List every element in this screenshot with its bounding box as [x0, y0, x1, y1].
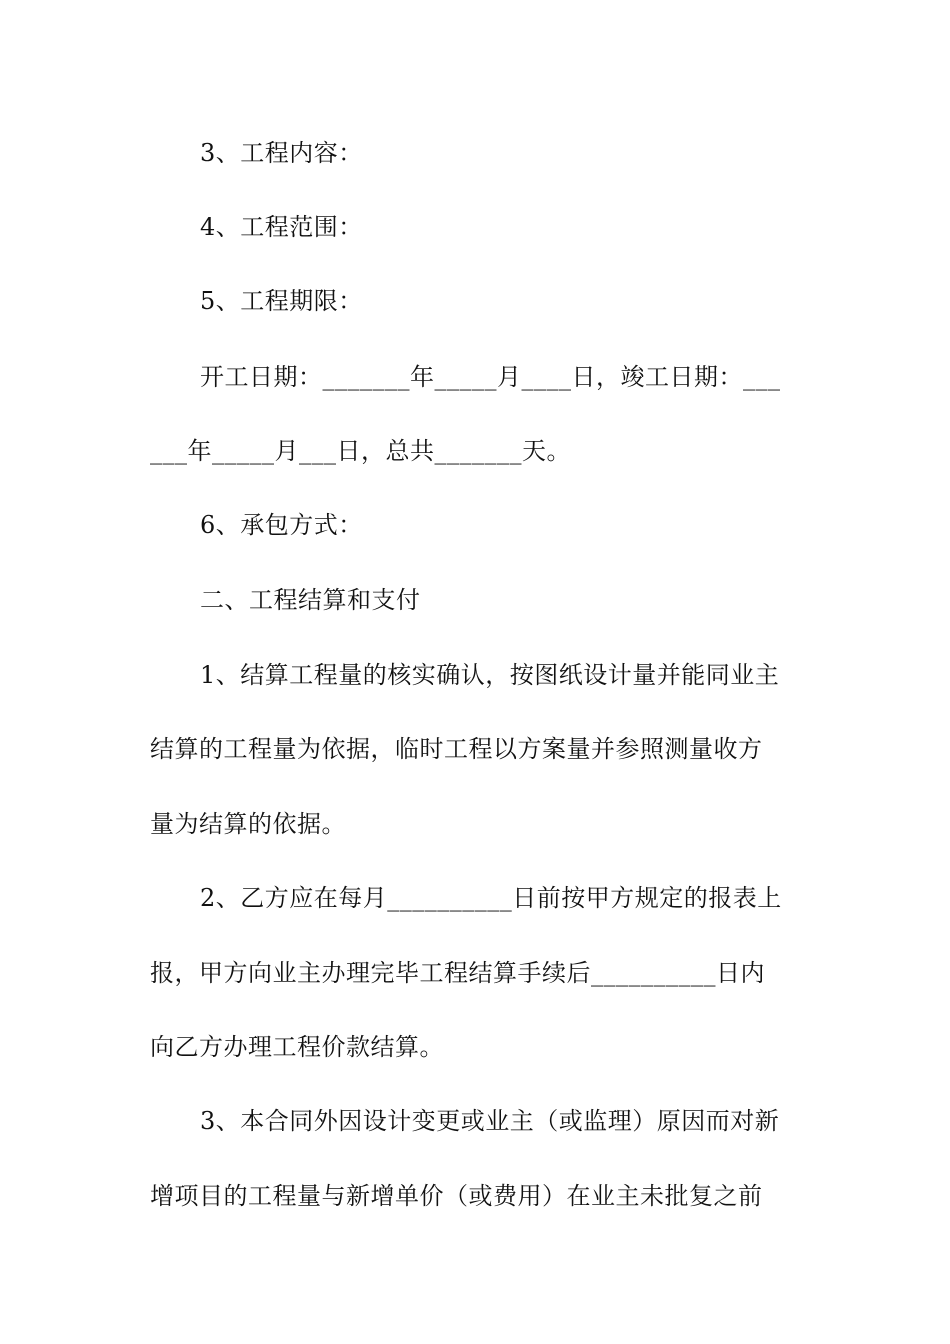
clause-3-content: 3、工程内容： — [200, 139, 363, 167]
start-date-line: 开工日期：_______年_____月____日，竣工日期：___ — [200, 363, 781, 391]
settlement-clause-1-line-2: 结算的工程量为依据，临时工程以方案量并参照测量收方 — [150, 735, 763, 763]
settlement-clause-3-line-1: 3、本合同外因设计变更或业主（或监理）原因而对新 — [200, 1107, 780, 1135]
settlement-clause-2-line-3: 向乙方办理工程价款结算。 — [150, 1033, 444, 1061]
settlement-clause-1-line-1: 1、结算工程量的核实确认，按图纸设计量并能同业主 — [200, 661, 780, 689]
clause-6-contract-method: 6、承包方式： — [200, 511, 363, 539]
clause-5-period: 5、工程期限： — [200, 287, 363, 315]
settlement-clause-1-line-3: 量为结算的依据。 — [150, 810, 346, 838]
settlement-clause-2-line-1: 2、乙方应在每月__________日前按甲方规定的报表上 — [200, 884, 782, 912]
clause-4-scope: 4、工程范围： — [200, 213, 363, 241]
settlement-clause-3-line-2: 增项目的工程量与新增单价（或费用）在业主未批复之前 — [150, 1182, 763, 1210]
end-date-line: ___年_____月___日，总共_______天。 — [150, 437, 571, 465]
settlement-clause-2-line-2: 报，甲方向业主办理完毕工程结算手续后__________日内 — [150, 959, 765, 987]
section-2-heading: 二、工程结算和支付 — [200, 586, 421, 614]
